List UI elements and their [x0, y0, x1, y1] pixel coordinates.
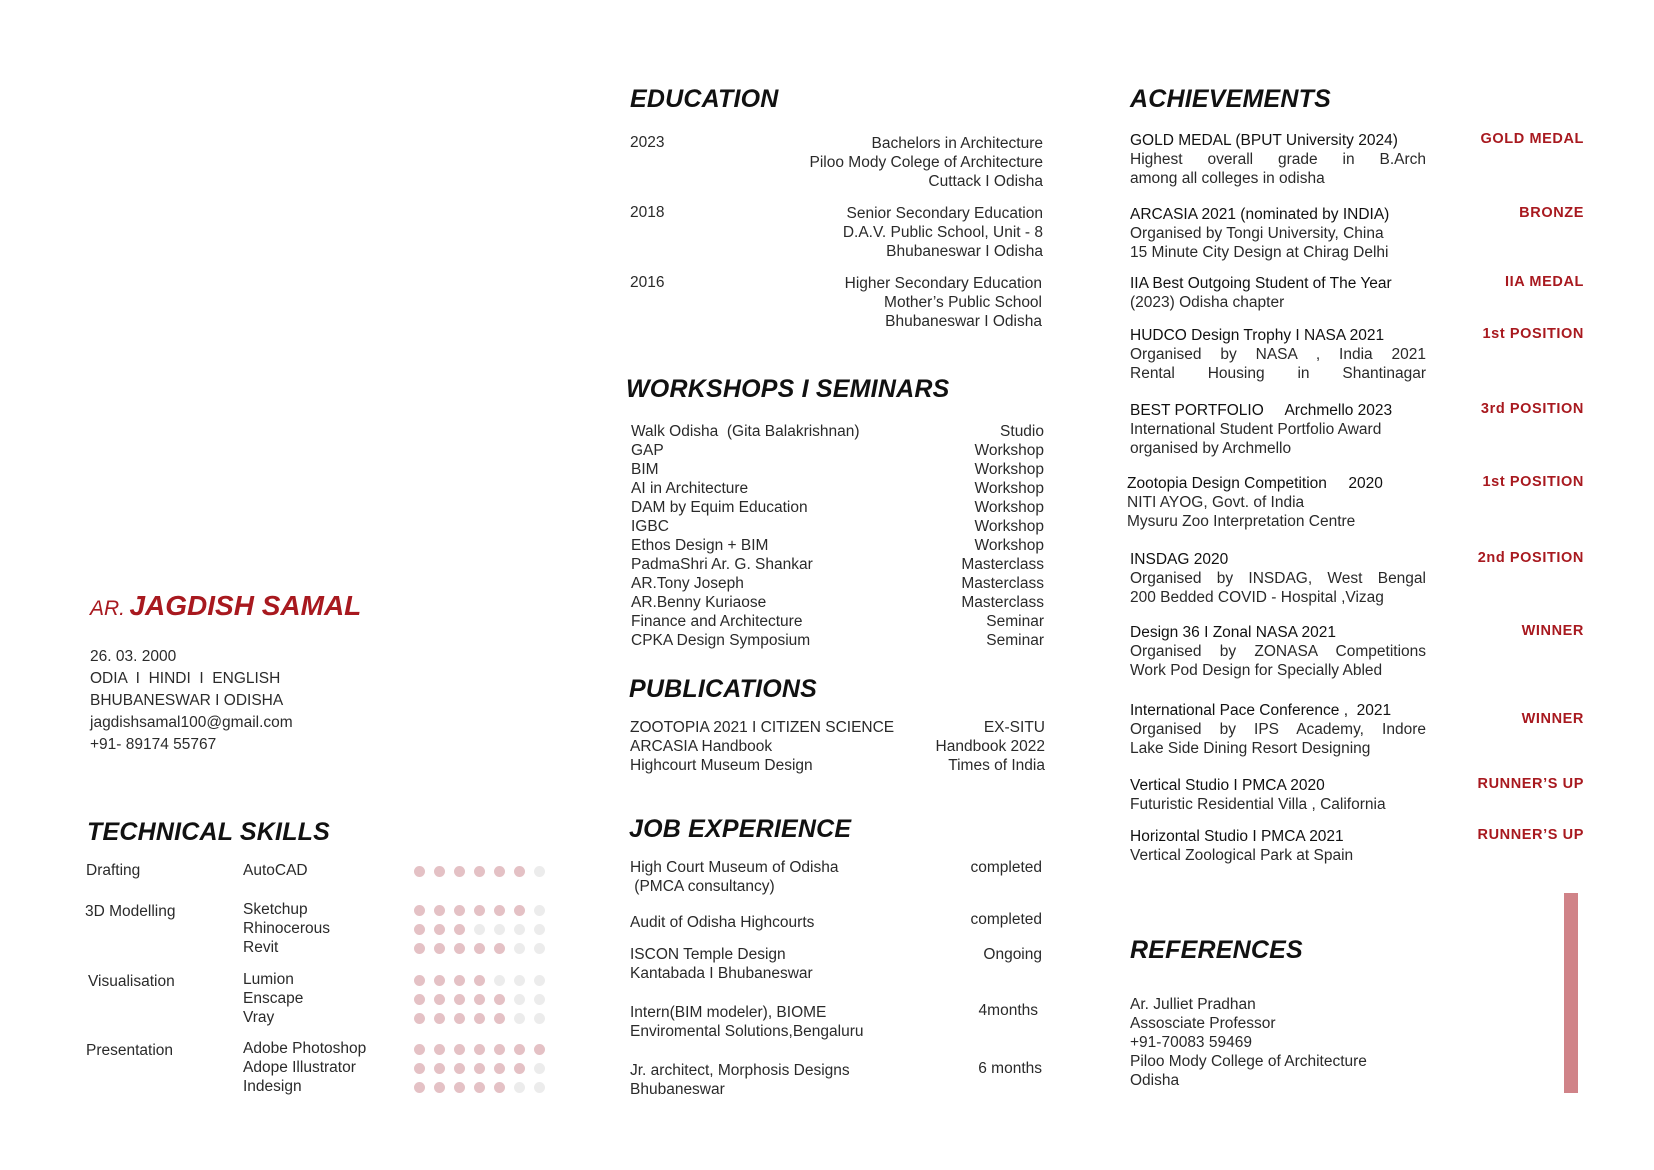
education-school: D.A.V. Public School, Unit - 8 [842, 224, 1043, 241]
education-degree: Bachelors in Architecture [871, 135, 1043, 152]
achievement-entry [1130, 827, 1584, 865]
job-entry [630, 1001, 1042, 1041]
education-year: 2018 [630, 204, 665, 221]
rating-dot-empty [534, 866, 545, 877]
achievement-detail: 15 Minute City Design at Chirag Delhi [1130, 244, 1389, 261]
education-degree: Higher Secondary Education [844, 275, 1042, 292]
workshop-type: Workshop [974, 480, 1044, 497]
skill-name: Enscape [243, 990, 304, 1007]
rating-dot-filled [434, 1044, 445, 1055]
achievement-headline: Horizontal Studio I PMCA 2021 [1130, 828, 1344, 845]
achievement-detail: Organised by IPS Academy, Indore [1130, 721, 1426, 738]
achievement-headline: HUDCO Design Trophy I NASA 2021 [1130, 327, 1385, 344]
workshop-name: AI in Architecture [631, 480, 749, 497]
education-year: 2023 [630, 134, 665, 151]
list-item [631, 612, 1044, 631]
rating-dot-empty [494, 924, 505, 935]
list-item [631, 536, 1044, 555]
rating-dot-filled [414, 1063, 425, 1074]
achievement-entry [1130, 274, 1584, 312]
rating-dot-filled [514, 866, 525, 877]
achievement-badge: 1st POSITION [1482, 474, 1584, 490]
rating-dot-filled [454, 1044, 465, 1055]
achievement-badge: 2nd POSITION [1477, 550, 1584, 566]
skill-name: Lumion [243, 971, 294, 988]
rating-dot-filled [434, 943, 445, 954]
skill-category: Presentation [86, 1042, 174, 1059]
achievement-headline: INSDAG 2020 [1130, 551, 1229, 568]
workshop-name: PadmaShri Ar. G. Shankar [631, 556, 813, 573]
achievement-detail: Organised by ZONASA Competitions [1130, 643, 1426, 660]
rating-dot-filled [534, 1044, 545, 1055]
job-subtitle: (PMCA consultancy) [630, 878, 775, 895]
publication-name: ZOOTOPIA 2021 I CITIZEN SCIENCE [630, 719, 895, 736]
name-prefix: AR. [90, 597, 126, 620]
rating-dot-filled [414, 994, 425, 1005]
skill-row [86, 862, 556, 881]
list-item [631, 441, 1044, 460]
achievement-detail: Organised by NASA , India 2021 [1130, 346, 1426, 363]
skill-row [86, 939, 556, 958]
job-entry [630, 858, 1042, 896]
job-experience-title: JOB EXPERIENCE [629, 815, 852, 843]
rating-dot-empty [514, 943, 525, 954]
skill-row [86, 1078, 556, 1097]
rating-dot-empty [534, 994, 545, 1005]
rating-dot-filled [514, 1044, 525, 1055]
achievement-detail: Lake Side Dining Resort Designing [1130, 740, 1371, 757]
skill-row [86, 1009, 556, 1028]
rating-dot-filled [474, 905, 485, 916]
achievement-detail: Futuristic Residential Villa , California [1130, 796, 1386, 813]
achievement-detail: 200 Bedded COVID - Hospital ,Vizag [1130, 589, 1384, 606]
reference-role: Assosciate Professor [1130, 1015, 1276, 1032]
job-title: Intern(BIM modeler), BIOME [630, 1004, 827, 1021]
rating-dot-filled [494, 943, 505, 954]
personal-info [90, 646, 293, 756]
rating-dot-filled [434, 905, 445, 916]
workshop-name: GAP [631, 442, 664, 459]
achievement-headline: Vertical Studio I PMCA 2020 [1130, 777, 1325, 794]
achievement-detail: Organised by INSDAG, West Bengal [1130, 570, 1426, 587]
skill-row [86, 971, 556, 990]
rating-dot-filled [414, 866, 425, 877]
achievement-badge: BRONZE [1519, 205, 1584, 221]
skill-rating [414, 905, 545, 916]
skill-category: 3D Modelling [85, 903, 176, 920]
workshop-type: Masterclass [961, 575, 1044, 592]
achievement-headline: ARCASIA 2021 (nominated by INDIA) [1130, 206, 1390, 223]
skill-group-3d-modelling [86, 901, 556, 958]
list-item [631, 517, 1044, 536]
achievement-entry [1130, 205, 1584, 262]
skill-rating [414, 1063, 545, 1074]
rating-dot-filled [494, 1082, 505, 1093]
rating-dot-filled [454, 905, 465, 916]
achievement-entry [1130, 701, 1584, 758]
achievement-entry [1130, 401, 1584, 458]
achievement-entry [1130, 550, 1584, 607]
rating-dot-filled [454, 1082, 465, 1093]
rating-dot-filled [414, 924, 425, 935]
rating-dot-filled [434, 924, 445, 935]
education-entry [630, 204, 1042, 261]
skill-rating [414, 943, 545, 954]
job-entry [630, 1059, 1042, 1099]
rating-dot-filled [474, 943, 485, 954]
skill-name: Sketchup [243, 901, 308, 918]
list-item [631, 460, 1044, 479]
job-title: High Court Museum of Odisha [630, 859, 839, 876]
rating-dot-filled [454, 924, 465, 935]
workshop-name: DAM by Equim Education [631, 499, 808, 516]
job-entry [630, 910, 1042, 932]
workshop-name: BIM [631, 461, 659, 478]
education-title: EDUCATION [630, 85, 779, 113]
rating-dot-empty [514, 1013, 525, 1024]
skill-rating [414, 1044, 545, 1055]
rating-dot-filled [474, 1044, 485, 1055]
skill-row [86, 920, 556, 939]
skill-group-visualisation [86, 971, 556, 1028]
job-subtitle: Bhubaneswar [630, 1081, 725, 1098]
achievement-entry [1130, 326, 1584, 383]
rating-dot-filled [514, 1063, 525, 1074]
reference-block [1130, 995, 1367, 1090]
skill-name: AutoCAD [243, 862, 308, 879]
publications-title: PUBLICATIONS [629, 675, 818, 703]
rating-dot-filled [454, 994, 465, 1005]
workshop-name: CPKA Design Symposium [631, 632, 811, 649]
publication-where: Handbook 2022 [935, 738, 1045, 755]
list-item [631, 631, 1044, 650]
skill-row [86, 1059, 556, 1078]
workshop-type: Masterclass [961, 556, 1044, 573]
achievement-detail: Mysuru Zoo Interpretation Centre [1127, 513, 1356, 530]
education-year: 2016 [630, 274, 665, 291]
rating-dot-filled [434, 1082, 445, 1093]
achievement-detail: Organised by Tongi University, China [1130, 225, 1384, 242]
rating-dot-filled [454, 1013, 465, 1024]
rating-dot-empty [534, 1013, 545, 1024]
email-link[interactable]: jagdishsamal100@gmail.com [90, 714, 293, 731]
achievement-entry [1130, 131, 1584, 188]
achievement-badge: WINNER [1521, 623, 1584, 639]
achievement-detail: NITI AYOG, Govt. of India [1127, 494, 1305, 511]
list-item [631, 555, 1044, 574]
technical-skills-title: TECHNICAL SKILLS [87, 818, 331, 846]
rating-dot-filled [434, 975, 445, 986]
rating-dot-filled [494, 1044, 505, 1055]
list-item [631, 479, 1044, 498]
skill-group-drafting [86, 862, 556, 881]
achievement-detail: International Student Portfolio Award [1130, 421, 1382, 438]
achievement-entry [1130, 776, 1584, 814]
rating-dot-filled [494, 994, 505, 1005]
workshop-type: Studio [1000, 423, 1044, 440]
workshop-type: Workshop [974, 442, 1044, 459]
achievement-badge: RUNNER’S UP [1477, 827, 1584, 843]
languages: ODIA I HINDI I ENGLISH [90, 670, 281, 687]
publication-name: Highcourt Museum Design [630, 757, 813, 774]
rating-dot-empty [534, 905, 545, 916]
achievement-headline: BEST PORTFOLIO Archmello 2023 [1130, 402, 1393, 419]
rating-dot-filled [434, 866, 445, 877]
workshops-list [631, 422, 1044, 650]
list-item [630, 718, 1045, 737]
reference-phone: +91-70083 59469 [1130, 1034, 1252, 1051]
achievement-headline: International Pace Conference , 2021 [1130, 702, 1392, 719]
rating-dot-filled [514, 905, 525, 916]
job-status: Ongoing [983, 946, 1042, 963]
rating-dot-empty [514, 924, 525, 935]
rating-dot-filled [434, 1063, 445, 1074]
rating-dot-filled [414, 1013, 425, 1024]
reference-institution: Piloo Mody College of Architecture [1130, 1053, 1367, 1070]
skill-name: Adope Illustrator [243, 1059, 356, 1076]
rating-dot-empty [534, 1063, 545, 1074]
rating-dot-filled [414, 1044, 425, 1055]
decorative-bar [1564, 893, 1578, 1093]
list-item [631, 593, 1044, 612]
achievement-badge: IIA MEDAL [1505, 274, 1584, 290]
rating-dot-empty [534, 924, 545, 935]
rating-dot-filled [494, 905, 505, 916]
education-school: Piloo Mody Colege of Architecture [809, 154, 1043, 171]
workshop-name: Walk Odisha (Gita Balakrishnan) [631, 423, 860, 440]
achievement-headline: GOLD MEDAL (BPUT University 2024) [1130, 132, 1398, 149]
skill-rating [414, 924, 545, 935]
rating-dot-empty [514, 975, 525, 986]
skill-category: Drafting [86, 862, 141, 879]
job-title: Jr. architect, Morphosis Designs [630, 1062, 850, 1079]
workshop-type: Workshop [974, 499, 1044, 516]
references-title: REFERENCES [1130, 936, 1303, 964]
education-entry [630, 134, 1042, 191]
workshop-name: AR.Benny Kuriaose [631, 594, 767, 611]
phone: +91- 89174 55767 [90, 736, 217, 753]
list-item [631, 498, 1044, 517]
rating-dot-filled [414, 1082, 425, 1093]
list-item [630, 737, 1045, 756]
rating-dot-empty [534, 975, 545, 986]
skill-name: Rhinocerous [243, 920, 331, 937]
rating-dot-filled [474, 994, 485, 1005]
skill-rating [414, 975, 545, 986]
skill-rating [414, 1082, 545, 1093]
rating-dot-filled [474, 866, 485, 877]
education-place: Cuttack I Odisha [928, 173, 1043, 190]
workshop-name: IGBC [631, 518, 669, 535]
rating-dot-filled [454, 1063, 465, 1074]
skill-row [86, 1040, 556, 1059]
rating-dot-empty [514, 1082, 525, 1093]
publication-where: Times of India [948, 757, 1045, 774]
achievement-badge: RUNNER’S UP [1477, 776, 1584, 792]
workshop-type: Workshop [974, 518, 1044, 535]
list-item [631, 574, 1044, 593]
achievement-badge: GOLD MEDAL [1480, 131, 1584, 147]
skill-row [86, 901, 556, 920]
candidate-name [90, 590, 361, 622]
skill-rating [414, 866, 545, 877]
workshop-name: AR.Tony Joseph [631, 575, 744, 592]
publications-list [630, 718, 1045, 775]
rating-dot-filled [474, 1082, 485, 1093]
workshop-name: Finance and Architecture [631, 613, 803, 630]
education-entry [630, 274, 1042, 331]
dob: 26. 03. 2000 [90, 648, 177, 665]
skill-name: Vray [243, 1009, 275, 1026]
skill-row [86, 990, 556, 1009]
achievement-entry [1130, 623, 1584, 680]
rating-dot-filled [474, 975, 485, 986]
skill-name: Revit [243, 939, 279, 956]
rating-dot-filled [454, 975, 465, 986]
skill-name: Indesign [243, 1078, 302, 1095]
rating-dot-filled [494, 1013, 505, 1024]
publication-where: EX-SITU [983, 719, 1045, 736]
rating-dot-filled [494, 1063, 505, 1074]
achievement-badge: 1st POSITION [1482, 326, 1584, 342]
achievements-title: ACHIEVEMENTS [1130, 85, 1332, 113]
rating-dot-filled [474, 1063, 485, 1074]
rating-dot-filled [414, 905, 425, 916]
achievement-detail: Highest overall grade in B.Arch [1130, 151, 1426, 168]
rating-dot-empty [534, 943, 545, 954]
workshop-type: Seminar [986, 613, 1044, 630]
workshops-title: WORKSHOPS I SEMINARS [626, 375, 950, 403]
education-place: Bhubaneswar I Odisha [885, 313, 1042, 330]
rating-dot-filled [414, 943, 425, 954]
workshop-name: Ethos Design + BIM [631, 537, 769, 554]
list-item [630, 756, 1045, 775]
publication-name: ARCASIA Handbook [630, 738, 773, 755]
job-status: 4months [978, 1002, 1038, 1019]
reference-place: Odisha [1130, 1072, 1180, 1089]
job-title: ISCON Temple Design [630, 946, 786, 963]
rating-dot-filled [494, 866, 505, 877]
education-degree: Senior Secondary Education [846, 205, 1043, 222]
achievement-badge: 3rd POSITION [1480, 401, 1584, 417]
workshop-type: Workshop [974, 537, 1044, 554]
reference-name: Ar. Julliet Pradhan [1130, 996, 1256, 1013]
rating-dot-filled [434, 994, 445, 1005]
skill-name: Adobe Photoshop [243, 1040, 367, 1057]
achievement-detail: Work Pod Design for Specially Abled [1130, 662, 1383, 679]
list-item [631, 422, 1044, 441]
rating-dot-filled [454, 866, 465, 877]
rating-dot-empty [474, 924, 485, 935]
job-subtitle: Kantabada I Bhubaneswar [630, 965, 813, 982]
workshop-type: Workshop [974, 461, 1044, 478]
rating-dot-empty [494, 975, 505, 986]
job-subtitle: Enviromental Solutions,Bengaluru [630, 1023, 864, 1040]
skill-rating [414, 994, 545, 1005]
workshop-type: Masterclass [961, 594, 1044, 611]
job-status: completed [970, 859, 1042, 876]
rating-dot-empty [514, 994, 525, 1005]
workshop-type: Seminar [986, 632, 1044, 649]
name-text: JAGDISH SAMAL [129, 590, 362, 621]
job-status: completed [970, 911, 1042, 928]
achievement-detail: Vertical Zoological Park at Spain [1130, 847, 1354, 864]
job-entry [630, 945, 1042, 983]
location: BHUBANESWAR I ODISHA [90, 692, 284, 709]
rating-dot-filled [454, 943, 465, 954]
skill-group-presentation [86, 1040, 556, 1097]
achievement-detail: organised by Archmello [1130, 440, 1292, 457]
rating-dot-empty [534, 1082, 545, 1093]
education-place: Bhubaneswar I Odisha [886, 243, 1043, 260]
achievement-headline: Zootopia Design Competition 2020 [1127, 475, 1383, 492]
achievement-detail: (2023) Odisha chapter [1130, 294, 1285, 311]
achievement-entry [1127, 474, 1584, 531]
job-status: 6 months [978, 1060, 1042, 1077]
achievement-badge: WINNER [1521, 711, 1584, 727]
skill-rating [414, 1013, 545, 1024]
rating-dot-filled [414, 975, 425, 986]
skill-category: Visualisation [88, 973, 175, 990]
rating-dot-filled [474, 1013, 485, 1024]
achievement-detail: Rental Housing in Shantinagar [1130, 365, 1426, 382]
achievement-headline: Design 36 I Zonal NASA 2021 [1130, 624, 1336, 641]
rating-dot-filled [434, 1013, 445, 1024]
achievement-detail: among all colleges in odisha [1130, 170, 1325, 187]
job-title: Audit of Odisha Highcourts [630, 914, 815, 931]
achievement-headline: IIA Best Outgoing Student of The Year [1130, 275, 1392, 292]
education-school: Mother’s Public School [884, 294, 1042, 311]
